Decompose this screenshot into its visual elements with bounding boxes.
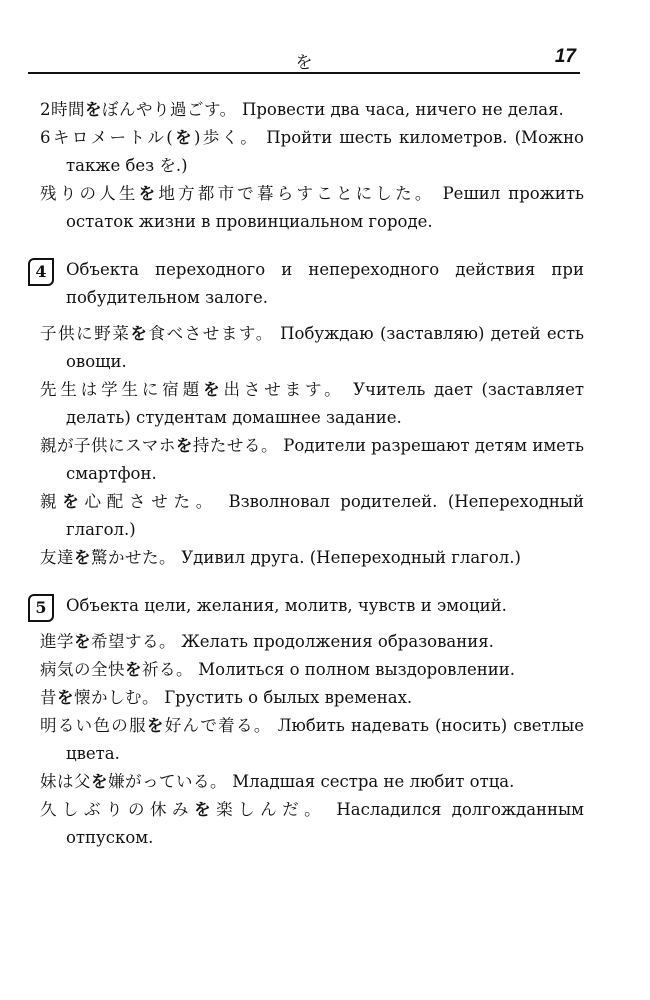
jp-sentence: 友達を驚かせた。 xyxy=(40,548,176,567)
particle-wo: を xyxy=(125,660,142,679)
jp-sentence: 昔を懐かしむ。 xyxy=(40,688,159,707)
particle-wo: を xyxy=(203,380,224,399)
ru-translation: Желать продолжения образования. xyxy=(181,632,494,651)
jp-sentence: 6キロメートル(を)歩く。 xyxy=(40,128,260,147)
jp-sentence: 子供に野菜を食べさせます。 xyxy=(40,324,274,343)
section-4 xyxy=(28,256,584,572)
jp-sentence: 2時間をぼんやり過ごす。 xyxy=(40,100,237,119)
example-entry xyxy=(28,544,584,572)
jp-sentence: 親を心配させた。 xyxy=(40,492,218,511)
example-entry xyxy=(28,96,584,124)
ru-translation: Родители разрешают детям иметь смартфон. xyxy=(66,436,585,483)
example-entry xyxy=(28,180,584,236)
particle-wo: を xyxy=(85,100,102,119)
jp-sentence: 妹は父を嫌がっている。 xyxy=(40,772,227,791)
example-entry xyxy=(28,712,584,768)
example-entry xyxy=(28,656,584,684)
example-entry xyxy=(28,488,584,544)
section-heading xyxy=(28,256,584,312)
particle-wo: を xyxy=(138,184,159,203)
example-entry xyxy=(28,684,584,712)
page-number: 17 xyxy=(554,46,576,67)
section-number-badge: 5 xyxy=(28,594,54,622)
ru-translation: Побуждаю (заставляю) детей есть овощи. xyxy=(66,324,585,371)
section-heading-text: Объекта цели, желания, молитв, чувств и эмоций. xyxy=(66,596,507,615)
ru-translation: Провести два часа, ничего не делая. xyxy=(241,100,564,119)
page-body xyxy=(28,96,584,852)
particle-wo: を xyxy=(173,128,194,147)
jp-sentence: 病気の全快を祈る。 xyxy=(40,660,193,679)
ru-translation: Любить надевать (носить) светлые цвета. xyxy=(66,716,585,763)
section-5 xyxy=(28,592,584,852)
jp-sentence: 久しぶりの休みを楽しんだ。 xyxy=(40,800,327,819)
ru-translation: Молиться о полном выздоровлении. xyxy=(198,660,515,679)
particle-wo: を xyxy=(74,548,91,567)
example-entry xyxy=(28,796,584,852)
jp-sentence: 先生は学生に宿題を出させます。 xyxy=(40,380,345,399)
example-entry xyxy=(28,628,584,656)
ru-translation: Младшая сестра не любит отца. xyxy=(232,772,515,791)
ru-translation: Учитель дает (заставляет делать) студентам домашнее задание. xyxy=(66,380,585,427)
page-header xyxy=(28,40,580,74)
ru-translation: Грустить о былых временах. xyxy=(164,688,413,707)
particle-wo: を xyxy=(130,324,149,343)
section-heading xyxy=(28,592,584,620)
particle-wo: を xyxy=(74,632,91,651)
particle-wo: を xyxy=(146,716,165,735)
ru-translation: Решил прожить остаток жизни в провинциальном городе. xyxy=(66,184,585,231)
particle-wo: を xyxy=(91,772,108,791)
ru-translation: Пройти шесть километров. (Можно также без を.) xyxy=(66,128,584,175)
particle-wo: を xyxy=(175,436,193,455)
example-entry xyxy=(28,320,584,376)
ru-translation: Взволновал родителей. (Непереходный глагол.) xyxy=(66,492,585,539)
section-number-badge: 4 xyxy=(28,258,54,286)
section-heading-text: Объекта переходного и непереходного действия при побудительном залоге. xyxy=(66,260,584,307)
jp-sentence: 進学を希望する。 xyxy=(40,632,176,651)
example-entry xyxy=(28,768,584,796)
example-entry xyxy=(28,432,584,488)
intro-entries xyxy=(28,96,584,236)
jp-sentence: 親が子供にスマホを持たせる。 xyxy=(40,436,278,455)
particle-wo: を xyxy=(194,800,217,819)
example-entry xyxy=(28,376,584,432)
ru-translation: Насладился долгожданным отпуском. xyxy=(66,800,585,847)
running-head: を xyxy=(295,53,313,73)
particle-wo: を xyxy=(62,492,85,511)
ru-translation: Удивил друга. (Непереходный глагол.) xyxy=(181,548,521,567)
particle-wo: を xyxy=(57,688,74,707)
jp-sentence: 明るい色の服を好んで着る。 xyxy=(40,716,272,735)
example-entry xyxy=(28,124,584,180)
jp-sentence: 残りの人生を地方都市で暮らすことにした。 xyxy=(40,184,435,203)
